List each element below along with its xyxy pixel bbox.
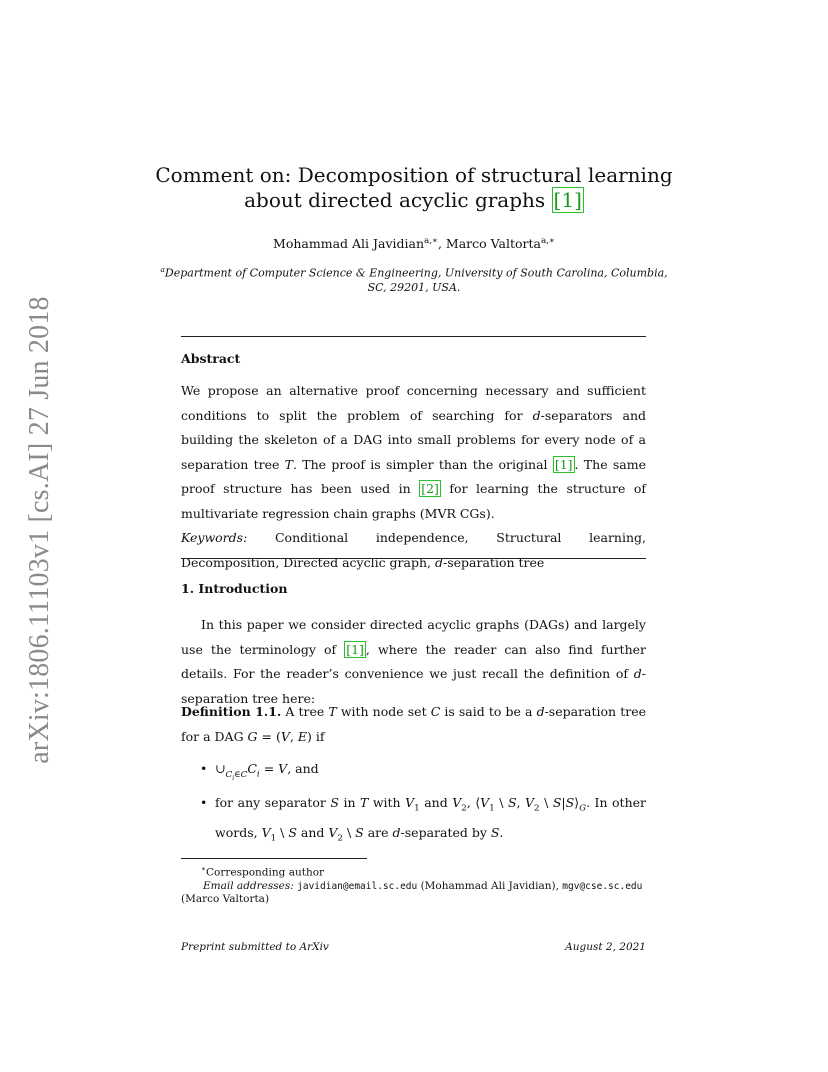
list-item: • for any separator S in T with $V_1$ and $V_2$, $⟨V_1$ \ S, $V_2$ \ $S|S⟩_G$. In other words, $V_1$ \ S and $V_2$ \ S are d-separated by S. (200, 791, 646, 851)
footnote-rule (181, 858, 367, 859)
paper-title (120, 163, 708, 213)
bullet-icon: • (200, 795, 208, 810)
arxiv-identifier: arXiv:1806.11103v1 [cs.AI] 27 Jun 2018 (24, 296, 55, 764)
bullet-icon: • (200, 761, 208, 776)
footnote: ∗Corresponding author Email addresses: javidian@email.sc.edu (Mohammad Ali Javidian), mgv@cse.sc.edu (Marco Valtorta) (181, 864, 643, 905)
authors: Mohammad Ali Javidian$^{a,∗}$, Marco Valtorta$^{a,∗}$ (273, 236, 555, 252)
top-rule (181, 336, 646, 337)
definition-1-1: Definition 1.1. A tree T with node set C is said to be a d-separation tree for a DAG G = (V, E) if (181, 704, 646, 744)
title-citation-link[interactable]: [1] (553, 188, 582, 212)
arxiv-sidebar (18, 296, 62, 764)
abstract-heading: Abstract (181, 351, 241, 366)
bottom-rule (181, 558, 646, 559)
email-link-2[interactable]: mgv@cse.sc.edu (562, 880, 643, 892)
citation-link-3[interactable]: [1] (346, 641, 364, 657)
preprint-date: August 2, 2021 (565, 941, 646, 953)
citation-link-2[interactable]: [2] (421, 481, 439, 496)
abstract-body: We propose an alternative proof concerning necessary and sufficient conditions to split the problem of searching for d-separators and building the skeleton of a DAG into small problems for every node of a separation tree T. The proof is simpler than the original [1] . The same proof structure has been used in [2] for learning the structure of multivariate regression chain graphs (MVR CGs). Keywords: Conditional independence, Structural learning, Decomposition, Directed acyclic graph, d-separation tree (181, 379, 646, 575)
keywords: Keywords: Conditional independence, Structural learning, Decomposition, Directed acyclic graph, d-separation tree (181, 530, 646, 570)
intro-paragraph: In this paper we consider directed acyclic graphs (DAGs) and largely use the terminology of [1] , where the reader can also find further details. For the reader’s convenience we just recall the definition of d-separation tree here: (181, 617, 646, 706)
affiliation: $^a$Department of Computer Science & Engineering, University of South Carolina, Columbia, SC, 29201, USA. (160, 265, 668, 294)
title-line-2: about directed acyclic graphs [1] (244, 188, 582, 212)
list-item: • $\cup_{C_i\in C}C_i = V$, and (200, 757, 646, 791)
email-link-1[interactable]: javidian@email.sc.edu (297, 880, 418, 892)
title-line-1: Comment on: Decomposition of structural learning (155, 163, 673, 187)
section-heading-introduction: 1. Introduction (181, 581, 288, 596)
citation-link-1[interactable]: [1] (554, 456, 573, 472)
preprint-note: Preprint submitted to ArXiv (181, 941, 329, 953)
